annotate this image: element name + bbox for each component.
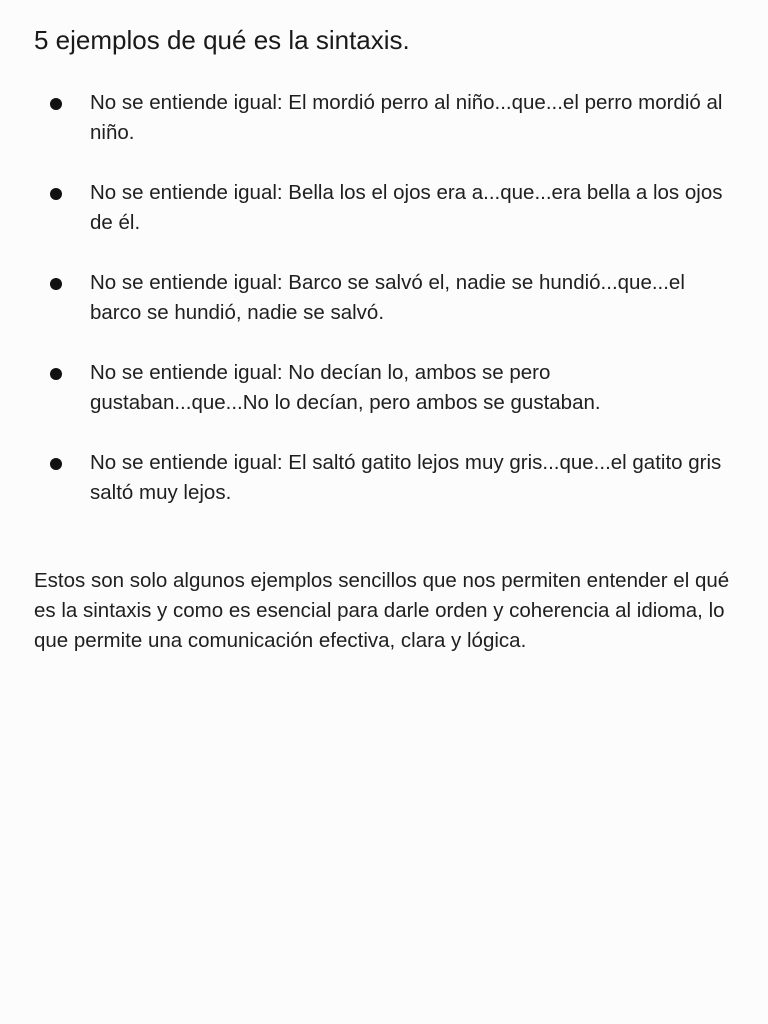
example-text: No se entiende igual: El saltó gatito lejos muy gris...que...el gatito gris saltó muy lejos. [90,451,722,504]
example-text: No se entiende igual: Bella los el ojos era a...que...era bella a los ojos de él. [90,181,723,234]
examples-list [0,88,768,538]
list-item [0,88,768,178]
example-text: No se entiende igual: El mordió perro al niño...que...el perro mordió al niño. [90,91,723,144]
example-text: No se entiende igual: Barco se salvó el, nadie se hundió...que...el barco se hundió, nadie se salvó. [90,271,685,324]
list-item [0,448,768,538]
list-item [0,358,768,448]
list-item [0,268,768,358]
list-item [0,178,768,268]
conclusion-paragraph: Estos son solo algunos ejemplos sencillos que nos permiten entender el qué es la sintaxis y como es esencial para darle orden y coherencia al idioma, lo que permite una comunicación efectiva, clara y lógica. [34,569,730,652]
bullet-icon [50,278,62,290]
example-text: No se entiende igual: No decían lo, ambos se pero gustaban...que...No lo decían, pero ambos se gustaban. [90,361,601,414]
bullet-icon [50,188,62,200]
bullet-icon [50,368,62,380]
page-title: 5 ejemplos de qué es la sintaxis. [34,25,410,55]
bullet-icon [50,98,62,110]
bullet-icon [50,458,62,470]
